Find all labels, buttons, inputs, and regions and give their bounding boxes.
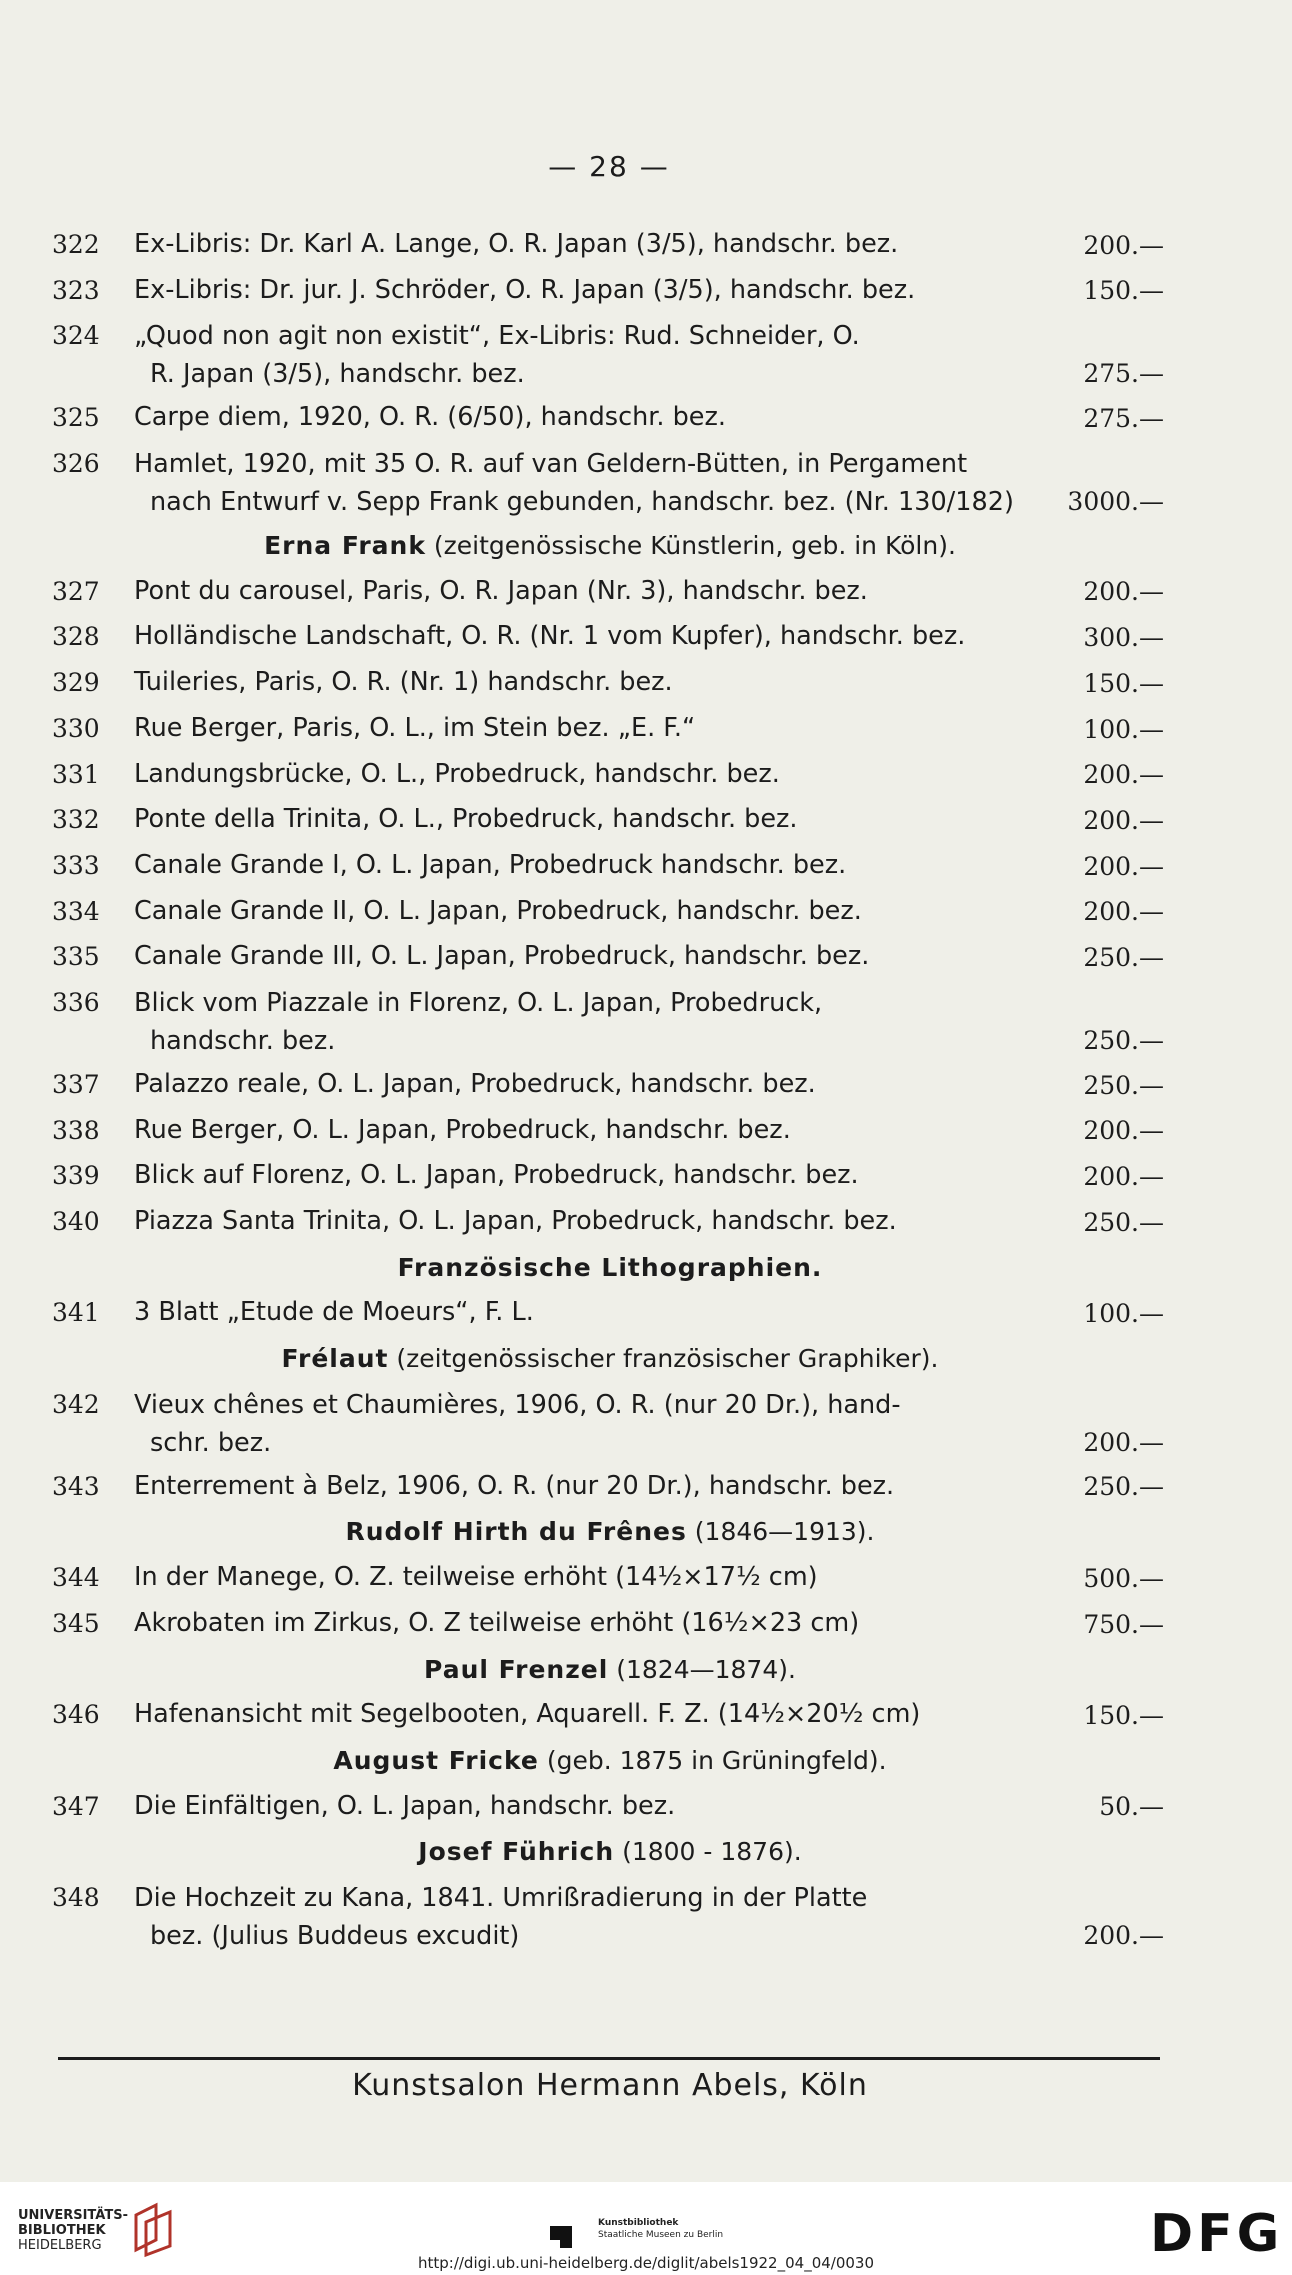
footer-publisher: Kunstsalon Hermann Abels, Köln <box>352 2068 868 2103</box>
artist-info: (zeitgenössischer französischer Graphiker). <box>396 1344 939 1374</box>
lot-number: 322 <box>52 230 100 259</box>
lot-description <box>134 889 1064 934</box>
ub-heidelberg-logo[interactable] <box>18 2208 128 2253</box>
lot-price: 200.— <box>1083 760 1164 790</box>
catalog-entry <box>0 313 1292 395</box>
lot-description <box>134 569 1064 614</box>
lot-description <box>134 1290 1064 1335</box>
artist-name: Französische Lithographien. <box>397 1252 823 1282</box>
lot-price: 150.— <box>1083 1700 1164 1730</box>
lot-description <box>134 614 1064 659</box>
lot-price: 750.— <box>1083 1609 1164 1639</box>
lot-description-line1: Die Einfältigen, O. L. Japan, handschr. bez. <box>134 1790 676 1821</box>
lot-description-line1: Rue Berger, Paris, O. L., im Stein bez. „E. F.“ <box>134 712 696 743</box>
lot-number: 339 <box>52 1161 100 1191</box>
lot-description <box>134 1386 1064 1462</box>
artist-name: Josef Führich <box>418 1837 615 1867</box>
lot-description-line1: Ponte della Trinita, O. L., Probedruck, handschr. bez. <box>134 804 798 835</box>
lot-description-line1: Ex-Libris: Dr. jur. J. Schröder, O. R. Japan (3/5), handschr. bez. <box>134 274 916 305</box>
catalog-entry <box>0 395 1292 441</box>
lot-description <box>134 1555 1064 1600</box>
ub-logo-line2: BIBLIOTHEK <box>18 2223 106 2238</box>
section-heading <box>0 1738 1220 1784</box>
lot-description <box>134 843 1064 888</box>
artist-info: (1846—1913). <box>694 1517 875 1547</box>
lot-number: 338 <box>52 1115 100 1145</box>
artist-name: Rudolf Hirth du Frênes <box>345 1517 687 1547</box>
lot-number: 348 <box>52 1882 100 1912</box>
catalog-list <box>0 222 1292 1957</box>
section-heading <box>0 1829 1220 1875</box>
lot-description <box>134 268 1064 313</box>
lot-price: 200.— <box>1083 897 1164 927</box>
lot-description <box>134 222 1064 267</box>
lot-description <box>134 1784 1064 1829</box>
lot-price: 200.— <box>1083 1427 1164 1457</box>
catalog-entry <box>0 843 1292 889</box>
ub-emblem-icon <box>128 2200 178 2260</box>
catalog-entry <box>0 889 1292 935</box>
lot-description-line1: Hamlet, 1920, mit 35 O. R. auf van Geldern-Bütten, in Pergament <box>134 449 968 480</box>
lot-description <box>134 1464 1064 1509</box>
catalog-entry <box>0 1153 1292 1199</box>
lot-number: 340 <box>52 1207 100 1236</box>
catalog-entry <box>0 1464 1292 1510</box>
section-heading <box>0 1245 1220 1291</box>
lot-description <box>134 934 1064 979</box>
lot-description-line1: In der Manege, O. Z. teilweise erhöht (14½×17½ cm) <box>134 1562 818 1593</box>
lot-number: 337 <box>52 1069 100 1099</box>
lot-description <box>134 1601 1064 1646</box>
lot-number: 336 <box>52 987 100 1017</box>
lot-description <box>134 1153 1064 1198</box>
lot-description <box>134 1062 1064 1107</box>
lot-description-line1: Hafenansicht mit Segelbooten, Aquarell. F. Z. (14½×20½ cm) <box>134 1699 921 1730</box>
catalog-entry <box>0 1692 1292 1738</box>
lot-number: 335 <box>52 942 100 972</box>
lot-price: 200.— <box>1083 577 1164 607</box>
section-heading <box>0 1647 1220 1693</box>
artist-name: Erna Frank <box>264 531 426 561</box>
lot-number: 329 <box>52 668 100 698</box>
catalog-entry <box>0 1382 1292 1464</box>
lot-price: 250.— <box>1083 1472 1164 1502</box>
catalog-entry <box>0 441 1292 523</box>
lot-number: 326 <box>52 449 100 479</box>
lot-number: 327 <box>52 576 100 606</box>
lot-price: 500.— <box>1083 1563 1164 1593</box>
lot-price: 250.— <box>1083 1207 1164 1237</box>
lot-description-line1: Rue Berger, O. L. Japan, Probedruck, handschr. bez. <box>134 1114 791 1145</box>
lot-description-line1: Holländische Landschaft, O. R. (Nr. 1 vom Kupfer), handschr. bez. <box>134 621 966 652</box>
kunstbibliothek-icon <box>548 2222 576 2250</box>
lot-price: 250.— <box>1083 1070 1164 1100</box>
artist-info: (geb. 1875 in Grüningfeld). <box>546 1745 887 1775</box>
lot-number: 347 <box>52 1791 100 1821</box>
ub-logo-line1: UNIVERSITÄTS- <box>18 2208 128 2223</box>
lot-description <box>134 1199 1064 1244</box>
catalog-entry <box>0 1199 1292 1245</box>
lot-description-line1: Ex-Libris: Dr. Karl A. Lange, O. R. Japan (3/5), handschr. bez. <box>134 229 899 259</box>
dfg-logo[interactable]: DFG <box>1150 2204 1284 2264</box>
lot-description-line1: Vieux chênes et Chaumières, 1906, O. R. (nur 20 Dr.), hand- <box>134 1389 901 1420</box>
lot-description-line2: bez. (Julius Buddeus excudit) <box>150 1920 520 1951</box>
catalog-entry <box>0 268 1292 314</box>
lot-description-line1: „Quod non agit non existit“, Ex-Libris: Rud. Schneider, O. <box>134 321 860 352</box>
lot-description <box>134 984 1064 1060</box>
catalog-entry <box>0 797 1292 843</box>
lot-description-line2: schr. bez. <box>150 1427 272 1458</box>
lot-number: 324 <box>52 321 100 351</box>
lot-description <box>134 395 1064 440</box>
ub-logo-line3: HEIDELBERG <box>18 2238 102 2253</box>
lot-description-line2: handschr. bez. <box>150 1025 336 1056</box>
lot-description-line1: Akrobaten im Zirkus, O. Z teilweise erhöht (16½×23 cm) <box>134 1607 860 1638</box>
catalog-entry <box>0 569 1292 615</box>
artist-name: August Fricke <box>333 1745 539 1775</box>
lot-number: 346 <box>52 1700 100 1730</box>
lot-number: 325 <box>52 403 100 433</box>
lot-description-line1: Blick auf Florenz, O. L. Japan, Probedruck, handschr. bez. <box>134 1160 859 1191</box>
kb-title: Kunstbibliothek <box>598 2218 679 2228</box>
lot-number: 342 <box>52 1389 100 1419</box>
catalog-entry <box>0 752 1292 798</box>
lot-description <box>134 660 1064 705</box>
catalog-entry <box>0 980 1292 1062</box>
lot-number: 323 <box>52 275 100 305</box>
lot-description-line1: Tuileries, Paris, O. R. (Nr. 1) handschr. bez. <box>134 667 673 698</box>
lot-number: 330 <box>52 713 100 743</box>
lot-description <box>134 1692 1064 1737</box>
artist-name: Frélaut <box>281 1344 389 1374</box>
lot-description-line2: R. Japan (3/5), handschr. bez. <box>150 359 525 390</box>
lot-description-line1: Canale Grande II, O. L. Japan, Probedruck, handschr. bez. <box>134 895 862 926</box>
catalog-entry <box>0 1875 1292 1957</box>
lot-number: 328 <box>52 622 100 652</box>
catalog-entry <box>0 1062 1292 1108</box>
lot-price: 275.— <box>1083 404 1164 434</box>
artist-info: (1824—1874). <box>616 1654 796 1684</box>
catalog-entry <box>0 934 1292 980</box>
lot-description-line1: Palazzo reale, O. L. Japan, Probedruck, handschr. bez. <box>134 1068 816 1099</box>
lot-number: 344 <box>52 1563 100 1593</box>
lot-description <box>134 317 1064 393</box>
lot-number: 334 <box>52 896 100 926</box>
lot-price: 3000.— <box>1067 487 1164 517</box>
lot-price: 250.— <box>1083 942 1164 972</box>
artist-name: Paul Frenzel <box>424 1654 609 1684</box>
lot-description-line1: Canale Grande I, O. L. Japan, Probedruck handschr. bez. <box>134 849 847 880</box>
lot-description-line1: Carpe diem, 1920, O. R. (6/50), handschr. bez. <box>134 402 726 433</box>
lot-price: 150.— <box>1083 668 1164 698</box>
lot-number: 332 <box>52 805 100 835</box>
kb-subtitle: Staatliche Museen zu Berlin <box>598 2230 724 2240</box>
lot-description-line1: Pont du carousel, Paris, O. R. Japan (Nr. 3), handschr. bez. <box>134 575 868 606</box>
lot-description <box>134 797 1064 842</box>
lot-description-line1: Enterrement à Belz, 1906, O. R. (nur 20 Dr.), handschr. bez. <box>134 1470 895 1501</box>
lot-price: 275.— <box>1083 359 1164 389</box>
lot-description <box>134 1108 1064 1153</box>
lot-price: 50.— <box>1099 1792 1164 1822</box>
artist-info: (1800 - 1876). <box>622 1837 802 1867</box>
source-url-link[interactable]: http://digi.ub.uni-heidelberg.de/diglit/abels1922_04_04/0030 <box>417 2254 875 2272</box>
lot-price: 200.— <box>1083 1920 1164 1950</box>
lot-price: 200.— <box>1083 230 1164 260</box>
lot-number: 343 <box>52 1471 100 1501</box>
lot-number: 333 <box>52 850 100 880</box>
section-heading <box>0 1336 1220 1382</box>
lot-description-line1: Canale Grande III, O. L. Japan, Probedruck, handschr. bez. <box>134 941 870 972</box>
lot-description-line1: Landungsbrücke, O. L., Probedruck, handschr. bez. <box>134 758 780 789</box>
lot-price: 150.— <box>1083 276 1164 306</box>
lot-description-line1: Die Hochzeit zu Kana, 1841. Umrißradierung in der Platte <box>134 1882 868 1913</box>
lot-description-line1: 3 Blatt „Etude de Moeurs“, F. L. <box>134 1297 534 1328</box>
lot-price: 200.— <box>1083 851 1164 881</box>
footer-rule <box>58 2057 1160 2060</box>
catalog-entry <box>0 614 1292 660</box>
lot-description-line2: nach Entwurf v. Sepp Frank gebunden, handschr. bez. (Nr. 130/182) <box>150 487 1014 518</box>
lot-description-line1: Blick vom Piazzale in Florenz, O. L. Japan, Probedruck, <box>134 987 823 1018</box>
lot-number: 331 <box>52 759 100 789</box>
lot-price: 200.— <box>1083 1116 1164 1146</box>
lot-price: 250.— <box>1083 1025 1164 1055</box>
kunstbibliothek-logo[interactable] <box>598 2217 723 2241</box>
lot-description-line1: Piazza Santa Trinita, O. L. Japan, Probedruck, handschr. bez. <box>134 1206 897 1236</box>
catalog-entry <box>0 660 1292 706</box>
lot-price: 300.— <box>1083 623 1164 653</box>
lot-price: 100.— <box>1083 714 1164 744</box>
section-heading <box>0 1509 1220 1555</box>
artist-info: (zeitgenössische Künstlerin, geb. in Köln). <box>433 531 956 561</box>
page-number: — 28 — <box>548 150 670 183</box>
catalog-entry <box>0 1108 1292 1154</box>
digitization-bar <box>0 2182 1292 2275</box>
lot-description <box>134 445 1064 521</box>
lot-number: 341 <box>52 1298 100 1328</box>
lot-description <box>134 1879 1064 1955</box>
lot-description <box>134 706 1064 751</box>
catalog-entry <box>0 1784 1292 1830</box>
lot-description <box>134 752 1064 797</box>
lot-price: 200.— <box>1083 805 1164 835</box>
section-heading <box>0 523 1220 569</box>
lot-price: 200.— <box>1083 1162 1164 1191</box>
lot-price: 100.— <box>1083 1299 1164 1329</box>
catalog-entry <box>0 1555 1292 1601</box>
catalog-entry <box>0 1601 1292 1647</box>
catalog-entry <box>0 706 1292 752</box>
lot-number: 345 <box>52 1608 100 1638</box>
catalog-entry <box>0 222 1292 268</box>
catalog-entry <box>0 1290 1292 1336</box>
